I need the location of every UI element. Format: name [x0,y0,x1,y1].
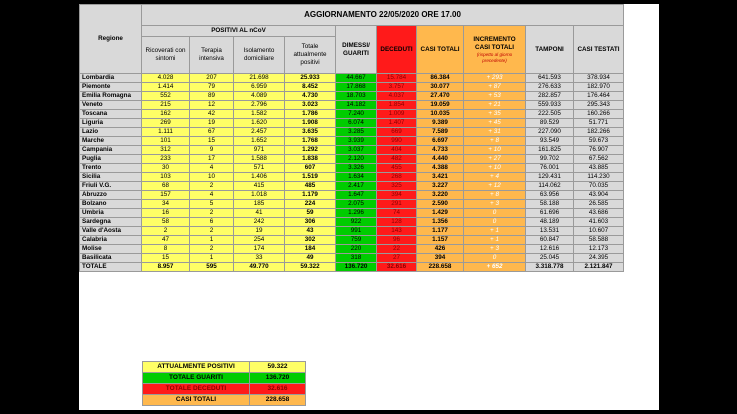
header-ricoverati: Ricoverati con sintomi [142,37,190,74]
cell-terapia: 1 [190,236,234,245]
cell-casi-totali: 1.157 [417,236,464,245]
cell-dimessi: 1.634 [336,173,377,182]
cell-terapia: 19 [190,119,234,128]
summary-value: 136.720 [250,373,306,384]
table-row [80,218,624,227]
cell-tamponi: 282.857 [526,92,574,101]
cell-ricoverati: 1.111 [142,128,190,137]
cell-incremento: + 4 [464,173,526,182]
summary-value: 228.658 [250,395,306,406]
cell-dimessi: 991 [336,227,377,236]
cell-tamponi: 63.956 [526,191,574,200]
cell-region: Basilicata [80,254,142,263]
cell-casi-totali: 1.429 [417,209,464,218]
cell-ricoverati: 103 [142,173,190,182]
cell-ricoverati: 101 [142,137,190,146]
report-sheet [79,4,659,410]
table-row [80,119,624,128]
cell-totale-positivi: 1.179 [285,191,336,200]
cell-casi-testati: 12.173 [574,245,624,254]
cell-incremento: + 10 [464,146,526,155]
total-casi-testati: 2.121.847 [574,263,624,272]
cell-incremento: 0 [464,218,526,227]
summary-value: 32.616 [250,384,306,395]
cell-tamponi: 641.593 [526,74,574,83]
cell-region: Sardegna [80,218,142,227]
summary-label: TOTALE GUARITI [143,373,250,384]
cell-dimessi: 1.296 [336,209,377,218]
cell-incremento: + 1 [464,236,526,245]
cell-region: Piemonte [80,83,142,92]
cell-terapia: 15 [190,137,234,146]
cell-terapia: 2 [190,245,234,254]
cell-deceduti: 74 [377,209,417,218]
summary-row [143,395,306,406]
cell-region: Trento [80,164,142,173]
cell-totale-positivi: 1.768 [285,137,336,146]
cell-dimessi: 3.326 [336,164,377,173]
page-title: AGGIORNAMENTO 22/05/2020 ORE 17.00 [142,5,624,26]
cell-casi-testati: 51.771 [574,119,624,128]
cell-ricoverati: 30 [142,164,190,173]
cell-deceduti: 268 [377,173,417,182]
header-positivi-group: POSITIVI AL nCoV [142,26,336,37]
cell-region: Molise [80,245,142,254]
cell-tamponi: 13.531 [526,227,574,236]
cell-deceduti: 15.784 [377,74,417,83]
header-deceduti: DECEDUTI [377,26,417,74]
cell-isolamento: 254 [234,236,285,245]
cell-ricoverati: 8 [142,245,190,254]
cell-casi-totali: 3.227 [417,182,464,191]
cell-region: Liguria [80,119,142,128]
cell-terapia: 4 [190,164,234,173]
cell-isolamento: 1.588 [234,155,285,164]
cell-ricoverati: 4.028 [142,74,190,83]
cell-deceduti: 325 [377,182,417,191]
cell-ricoverati: 215 [142,101,190,110]
table-row [80,209,624,218]
cell-deceduti: 990 [377,137,417,146]
summary-label: ATTUALMENTE POSITIVI [143,362,250,373]
cell-totale-positivi: 184 [285,245,336,254]
header-incremento [464,26,526,74]
cell-ricoverati: 15 [142,254,190,263]
cell-casi-testati: 43.904 [574,191,624,200]
cell-terapia: 4 [190,191,234,200]
cell-dimessi: 2.120 [336,155,377,164]
summary-label: TOTALE DECEDUTI [143,384,250,395]
cell-incremento: + 3 [464,245,526,254]
cell-ricoverati: 233 [142,155,190,164]
cell-region: Toscana [80,110,142,119]
cell-totale-positivi: 1.838 [285,155,336,164]
cell-casi-testati: 41.603 [574,218,624,227]
cell-isolamento: 19 [234,227,285,236]
table-row [80,128,624,137]
table-row [80,191,624,200]
table-row [80,155,624,164]
cell-dimessi: 3.285 [336,128,377,137]
cell-casi-testati: 295.343 [574,101,624,110]
cell-casi-testati: 176.464 [574,92,624,101]
cell-totale-positivi: 224 [285,200,336,209]
table-row [80,164,624,173]
cell-ricoverati: 2 [142,227,190,236]
cell-dimessi: 922 [336,218,377,227]
cell-terapia: 9 [190,146,234,155]
cell-ricoverati: 68 [142,182,190,191]
cell-ricoverati: 16 [142,209,190,218]
cell-region: Lazio [80,128,142,137]
table-row [80,83,624,92]
cell-incremento: 0 [464,254,526,263]
cell-casi-testati: 182.970 [574,83,624,92]
cell-isolamento: 1.406 [234,173,285,182]
cell-deceduti: 1.854 [377,101,417,110]
cell-casi-totali: 9.389 [417,119,464,128]
cell-isolamento: 6.959 [234,83,285,92]
cell-casi-totali: 4.388 [417,164,464,173]
cell-casi-totali: 3.220 [417,191,464,200]
cell-casi-totali: 10.035 [417,110,464,119]
cell-tamponi: 93.549 [526,137,574,146]
cell-region: Marche [80,137,142,146]
cell-casi-totali: 3.421 [417,173,464,182]
cell-tamponi: 76.001 [526,164,574,173]
cell-region: Puglia [80,155,142,164]
cell-isolamento: 21.698 [234,74,285,83]
header-dimessi: DIMESSI/ GUARITI [336,26,377,74]
cell-casi-totali: 1.356 [417,218,464,227]
cell-deceduti: 404 [377,146,417,155]
cell-incremento: + 8 [464,191,526,200]
header-terapia: Terapia intensiva [190,37,234,74]
cell-terapia: 5 [190,200,234,209]
cell-dimessi: 3.939 [336,137,377,146]
cell-region: Abruzzo [80,191,142,200]
cell-totale-positivi: 1.292 [285,146,336,155]
summary-row [143,362,306,373]
cell-incremento: + 1 [464,227,526,236]
cell-casi-testati: 24.395 [574,254,624,263]
cell-tamponi: 89.529 [526,119,574,128]
cell-incremento: 0 [464,209,526,218]
cell-dimessi: 220 [336,245,377,254]
cell-terapia: 1 [190,254,234,263]
cell-ricoverati: 269 [142,119,190,128]
total-ricoverati: 8.957 [142,263,190,272]
cell-region: Umbria [80,209,142,218]
cell-dimessi: 18.703 [336,92,377,101]
cell-dimessi: 759 [336,236,377,245]
header-casi-testati: CASI TESTATI [574,26,624,74]
cell-totale-positivi: 8.452 [285,83,336,92]
cell-tamponi: 227.090 [526,128,574,137]
cell-isolamento: 2.457 [234,128,285,137]
cell-region: Valle d'Aosta [80,227,142,236]
table-row [80,74,624,83]
cell-ricoverati: 312 [142,146,190,155]
cell-dimessi: 14.182 [336,101,377,110]
cell-region: Calabria [80,236,142,245]
cell-tamponi: 161.825 [526,146,574,155]
cell-casi-testati: 59.673 [574,137,624,146]
table-row [80,200,624,209]
header-totale-positivi: Totale attualmente positivi [285,37,336,74]
cell-terapia: 17 [190,155,234,164]
cell-casi-testati: 160.266 [574,110,624,119]
cell-terapia: 207 [190,74,234,83]
cell-deceduti: 128 [377,218,417,227]
total-deceduti: 32.616 [377,263,417,272]
cell-deceduti: 22 [377,245,417,254]
cell-totale-positivi: 3.635 [285,128,336,137]
cell-tamponi: 114.062 [526,182,574,191]
total-region: TOTALE [80,263,142,272]
cell-dimessi: 17.868 [336,83,377,92]
cell-casi-testati: 43.885 [574,164,624,173]
cell-incremento: + 27 [464,155,526,164]
cell-incremento: + 53 [464,92,526,101]
cell-totale-positivi: 607 [285,164,336,173]
cell-ricoverati: 34 [142,200,190,209]
cell-region: Lombardia [80,74,142,83]
cell-terapia: 67 [190,128,234,137]
cell-casi-totali: 86.384 [417,74,464,83]
cell-isolamento: 571 [234,164,285,173]
cell-casi-totali: 1.177 [417,227,464,236]
cell-tamponi: 61.696 [526,209,574,218]
cell-region: Bolzano [80,200,142,209]
cell-deceduti: 291 [377,200,417,209]
cell-deceduti: 482 [377,155,417,164]
cell-incremento: + 45 [464,119,526,128]
cell-totale-positivi: 1.786 [285,110,336,119]
cell-region: Veneto [80,101,142,110]
cell-ricoverati: 58 [142,218,190,227]
summary-table [142,361,306,406]
total-isolamento: 49.770 [234,263,285,272]
cell-terapia: 10 [190,173,234,182]
table-row [80,173,624,182]
cell-isolamento: 242 [234,218,285,227]
cell-region: Emilia Romagna [80,92,142,101]
cell-casi-totali: 4.733 [417,146,464,155]
summary-label: CASI TOTALI [143,395,250,406]
cell-ricoverati: 47 [142,236,190,245]
total-incremento: + 652 [464,263,526,272]
covid-table [79,4,624,272]
cell-isolamento: 2.796 [234,101,285,110]
cell-tamponi: 25.045 [526,254,574,263]
cell-totale-positivi: 3.023 [285,101,336,110]
cell-tamponi: 559.933 [526,101,574,110]
cell-dimessi: 3.037 [336,146,377,155]
cell-casi-testati: 10.607 [574,227,624,236]
summary-row [143,373,306,384]
cell-casi-testati: 70.035 [574,182,624,191]
cell-terapia: 6 [190,218,234,227]
cell-totale-positivi: 306 [285,218,336,227]
cell-isolamento: 33 [234,254,285,263]
cell-ricoverati: 157 [142,191,190,200]
cell-deceduti: 27 [377,254,417,263]
cell-deceduti: 669 [377,128,417,137]
cell-region: Friuli V.G. [80,182,142,191]
table-row [80,236,624,245]
cell-terapia: 12 [190,101,234,110]
cell-isolamento: 1.582 [234,110,285,119]
cell-tamponi: 276.633 [526,83,574,92]
table-row [80,110,624,119]
cell-deceduti: 143 [377,227,417,236]
cell-tamponi: 60.847 [526,236,574,245]
table-row [80,92,624,101]
cell-totale-positivi: 302 [285,236,336,245]
cell-tamponi: 99.702 [526,155,574,164]
cell-casi-totali: 426 [417,245,464,254]
total-tamponi: 3.318.778 [526,263,574,272]
cell-casi-totali: 27.470 [417,92,464,101]
cell-deceduti: 1.407 [377,119,417,128]
cell-dimessi: 2.075 [336,200,377,209]
cell-isolamento: 4.089 [234,92,285,101]
cell-casi-testati: 58.588 [574,236,624,245]
total-row [80,263,624,272]
cell-isolamento: 41 [234,209,285,218]
cell-dimessi: 318 [336,254,377,263]
cell-casi-testati: 67.562 [574,155,624,164]
cell-casi-totali: 6.697 [417,137,464,146]
cell-terapia: 42 [190,110,234,119]
cell-deceduti: 3.757 [377,83,417,92]
cell-dimessi: 7.240 [336,110,377,119]
cell-deceduti: 4.037 [377,92,417,101]
cell-casi-totali: 19.059 [417,101,464,110]
total-terapia: 595 [190,263,234,272]
cell-terapia: 2 [190,182,234,191]
total-dimessi: 136.720 [336,263,377,272]
cell-totale-positivi: 49 [285,254,336,263]
cell-region: Sicilia [80,173,142,182]
cell-tamponi: 222.505 [526,110,574,119]
cell-totale-positivi: 25.933 [285,74,336,83]
table-row [80,101,624,110]
cell-incremento: + 31 [464,128,526,137]
cell-ricoverati: 1.414 [142,83,190,92]
cell-ricoverati: 552 [142,92,190,101]
cell-dimessi: 2.417 [336,182,377,191]
cell-dimessi: 1.647 [336,191,377,200]
cell-incremento: + 12 [464,182,526,191]
table-row [80,227,624,236]
cell-terapia: 2 [190,209,234,218]
cell-deceduti: 96 [377,236,417,245]
table-row [80,245,624,254]
cell-deceduti: 394 [377,191,417,200]
summary-row [143,384,306,395]
header-incremento-label: INCREMENTO CASI TOTALI [473,35,516,51]
cell-casi-totali: 2.590 [417,200,464,209]
cell-isolamento: 971 [234,146,285,155]
cell-casi-testati: 76.907 [574,146,624,155]
cell-tamponi: 48.189 [526,218,574,227]
cell-casi-testati: 378.934 [574,74,624,83]
cell-casi-testati: 182.266 [574,128,624,137]
cell-incremento: + 8 [464,137,526,146]
cell-deceduti: 1.009 [377,110,417,119]
summary-value: 59.322 [250,362,306,373]
table-row [80,254,624,263]
cell-deceduti: 455 [377,164,417,173]
cell-tamponi: 58.188 [526,200,574,209]
header-casi-totali: CASI TOTALI [417,26,464,74]
cell-dimessi: 6.074 [336,119,377,128]
cell-casi-totali: 394 [417,254,464,263]
cell-isolamento: 1.620 [234,119,285,128]
header-isolamento: Isolamento domiciliare [234,37,285,74]
cell-totale-positivi: 1.519 [285,173,336,182]
cell-isolamento: 1.018 [234,191,285,200]
cell-casi-testati: 114.230 [574,173,624,182]
cell-incremento: + 293 [464,74,526,83]
cell-region: Campania [80,146,142,155]
cell-incremento: + 21 [464,101,526,110]
cell-ricoverati: 162 [142,110,190,119]
cell-totale-positivi: 485 [285,182,336,191]
cell-casi-testati: 43.686 [574,209,624,218]
table-row [80,137,624,146]
cell-totale-positivi: 4.730 [285,92,336,101]
cell-totale-positivi: 43 [285,227,336,236]
cell-incremento: + 3 [464,200,526,209]
cell-casi-totali: 4.440 [417,155,464,164]
cell-totale-positivi: 1.908 [285,119,336,128]
cell-terapia: 79 [190,83,234,92]
cell-isolamento: 185 [234,200,285,209]
cell-casi-totali: 30.077 [417,83,464,92]
total-totale-positivi: 59.322 [285,263,336,272]
cell-incremento: + 35 [464,110,526,119]
cell-tamponi: 129.431 [526,173,574,182]
cell-terapia: 89 [190,92,234,101]
cell-casi-totali: 7.589 [417,128,464,137]
header-tamponi: TAMPONI [526,26,574,74]
cell-casi-testati: 26.585 [574,200,624,209]
header-incremento-note: (rispetto al giorno precedente) [476,51,513,63]
cell-totale-positivi: 59 [285,209,336,218]
cell-isolamento: 1.652 [234,137,285,146]
cell-incremento: + 10 [464,164,526,173]
cell-isolamento: 174 [234,245,285,254]
header-regione: Regione [80,5,142,74]
table-row [80,182,624,191]
cell-isolamento: 415 [234,182,285,191]
table-row [80,146,624,155]
cell-dimessi: 44.667 [336,74,377,83]
cell-incremento: + 87 [464,83,526,92]
cell-tamponi: 12.616 [526,245,574,254]
cell-terapia: 2 [190,227,234,236]
total-casi-totali: 228.658 [417,263,464,272]
